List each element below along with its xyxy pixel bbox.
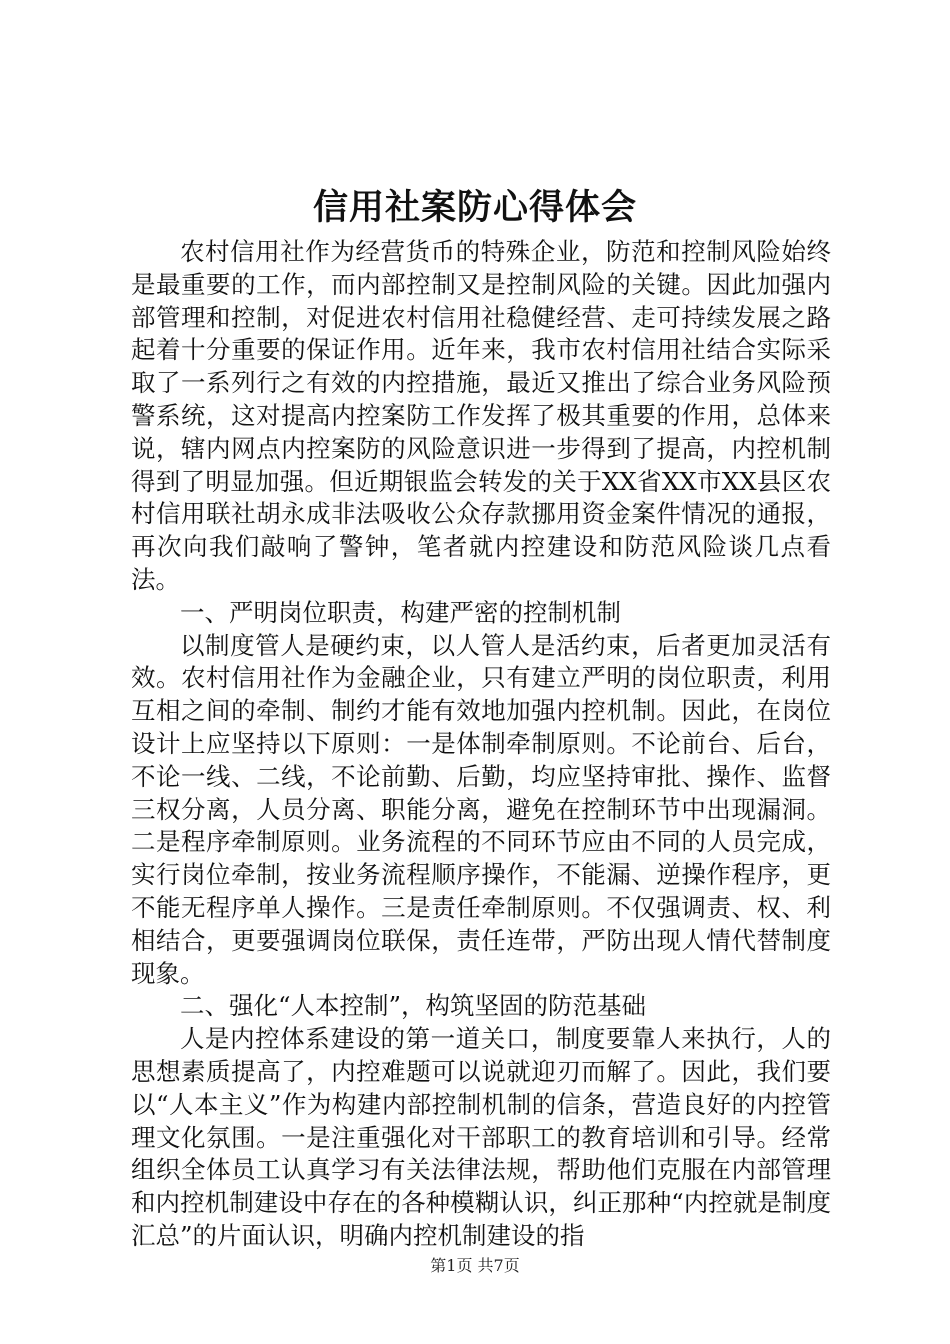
- section-heading-2: 二、强化“人本控制”，构筑坚固的防范基础: [180, 991, 647, 1021]
- paragraph-section-2: 人是内控体系建设的第一道关口，制度要靠人来执行，人的思想素质提高了，内控难题可以说就迎刃而解了。因此，我们要以“人本主义”作为构建内部控制机制的信条，营造良好的内控管理文化氛围。一是注重强化对干部职工的教育培训和引导。经常组织全体员工认真学习有关法律法规，帮助他们克服在内部管理和内控机制建设中存在的各种模糊认识，纠正那种“内控就是制度汇总”的片面认识，明确内控机制建设的指: [131, 1024, 831, 1250]
- section-heading-1: 一、严明岗位职责，构建严密的控制机制: [180, 597, 621, 627]
- document-body: [131, 236, 831, 1253]
- document-title: 信用社案防心得体会: [312, 187, 637, 228]
- page-number-footer: 第1页 共7页: [430, 1256, 520, 1275]
- paragraph-section-1: 以制度管人是硬约束，以人管人是活约束，后者更加灵活有效。农村信用社作为金融企业，只有建立严明的岗位职责，利用互相之间的牵制、制约才能有效地加强内控机制。因此，在岗位设计上应坚持以下原则：一是体制牵制原则。不论前台、后台，不论一线、二线，不论前勤、后勤，均应坚持审批、操作、监督三权分离，人员分离、职能分离，避免在控制环节中出现漏洞。二是程序牵制原则。业务流程的不同环节应由不同的人员完成，实行岗位牵制，按业务流程顺序操作，不能漏、逆操作程序，更不能无程序单人操作。三是责任牵制原则。不仅强调责、权、利相结合，更要强调岗位联保，责任连带，严防出现人情代替制度现象。: [131, 630, 831, 988]
- paragraph-intro: 农村信用社作为经营货币的特殊企业，防范和控制风险始终是最重要的工作，而内部控制又是控制风险的关键。因此加强内部管理和控制，对促进农村信用社稳健经营、走可持续发展之路起着十分重要的保证作用。近年来，我市农村信用社结合实际采取了一系列行之有效的内控措施，最近又推出了综合业务风险预警系统，这对提高内控案防工作发挥了极其重要的作用，总体来说，辖内网点内控案防的风险意识进一步得到了提高，内控机制得到了明显加强。但近期银监会转发的关于XX省XX市XX县区农村信用联社胡永成非法吸收公众存款挪用资金案件情况的通报，再次向我们敲响了警钟，笔者就内控建设和防范风险谈几点看法。: [131, 237, 831, 594]
